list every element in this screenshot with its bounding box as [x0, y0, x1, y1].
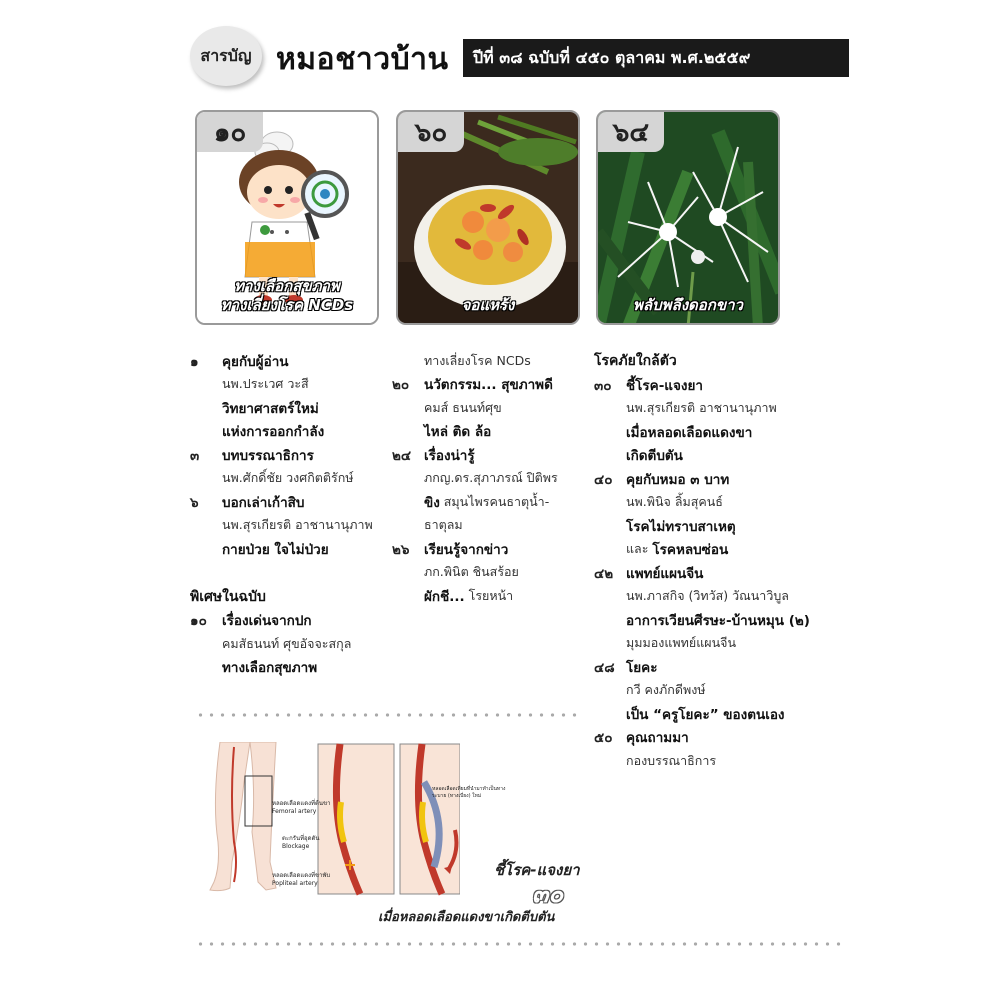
toc-author: กองบรรณาธิการ — [626, 752, 717, 768]
diagram-label-text: ตะกรันที่อุดตัน — [282, 835, 320, 842]
card-page-number: ๖๐ — [398, 112, 464, 152]
toc-continued: ทางเลี่ยงโรค NCDs — [424, 352, 531, 368]
toc-subtitle: วิทยาศาสตร์ใหม่ — [222, 400, 319, 417]
toc-page-number: ๕๐ — [594, 730, 613, 747]
toc-title: คุณถามมา — [626, 730, 689, 747]
toc-entry[interactable] — [594, 561, 854, 655]
toc-author: นพ.สุรเกียรติ อาชานานุภาพ — [626, 400, 777, 416]
toc-subtitle: กายป่วย ใจไม่ป่วย — [222, 541, 329, 558]
toc-title: ชี้โรค-แจงยา — [626, 377, 703, 394]
toc-page-number: ๑ — [190, 353, 199, 370]
card-caption — [197, 277, 377, 315]
diagram-label-blockage — [282, 835, 320, 851]
feature-card-jorraeng[interactable] — [396, 110, 580, 325]
toc-entry[interactable] — [594, 467, 854, 561]
toc-title: นวัตกรรม... สุขภาพดี — [424, 377, 553, 394]
toc-author: นพ.ภาสกิจ (วิทวัส) วัณนาวิบูล — [626, 588, 789, 604]
card-caption-line1: ทางเลือกสุขภาพ — [234, 277, 340, 295]
toc-subtitle: เป็น “ครูโยคะ” ของตนเอง — [626, 706, 785, 723]
toc-subtitle: ไหล่ ติด ล้อ — [424, 424, 492, 441]
toc-entry[interactable] — [392, 537, 592, 608]
toc-title: คุยกับผู้อ่าน — [222, 353, 289, 370]
feature-card-health-choice[interactable] — [195, 110, 379, 325]
toc-subtitle: แห่งการออกกำลัง — [222, 424, 325, 441]
toc-author: คมส์ ธนนท์ศุข — [424, 399, 502, 415]
toc-entry[interactable] — [392, 443, 592, 537]
toc-subtitle: ทางเลือกสุขภาพ — [222, 660, 318, 677]
toc-subtitle-rest: โรยหน้า — [464, 587, 514, 603]
dotted-divider — [195, 713, 580, 717]
toc-page-number: ๒๖ — [392, 541, 410, 558]
toc-author: นพ.พินิจ ลิ้มสุคนธ์ — [626, 494, 723, 510]
toc-page-number: ๑๐ — [190, 613, 207, 630]
feature-card-spider-lily[interactable] — [596, 110, 780, 325]
toc-column-1 — [190, 349, 400, 679]
toc-subtitle: เมื่อหลอดเลือดแดงขา — [626, 424, 753, 441]
toc-column-3 — [594, 349, 854, 773]
toc-entry[interactable] — [190, 609, 400, 680]
card-caption-line1: จอแหร้ง — [461, 296, 515, 314]
toc-title: เรื่องเด่นจากปก — [222, 613, 312, 630]
toc-entry[interactable] — [594, 655, 854, 726]
toc-section-heading: พิเศษในฉบับ — [190, 588, 266, 605]
toc-title: บทบรรณาธิการ — [222, 447, 314, 464]
toc-title: คุยกับหมอ ๓ บาท — [626, 471, 730, 488]
toc-title: เรื่องน่ารู้ — [424, 447, 475, 464]
card-caption — [398, 296, 578, 315]
diagram-label-text: หลอดเลือดแดงที่ต้นขา — [272, 800, 331, 807]
feature-column-name: ชี้โรค-แจงยา — [494, 861, 580, 879]
toc-page-number: ๒๔ — [392, 447, 412, 464]
toc-entry[interactable] — [392, 373, 592, 444]
feature-headline[interactable]: เมื่อหลอดเลือดแดงขาเกิดตีบตัน — [378, 910, 555, 925]
toc-page-number: ๔๒ — [594, 565, 614, 582]
card-page-number: ๑๐ — [197, 112, 263, 152]
card-caption-line2: ทางเลี่ยงโรค NCDs — [220, 296, 354, 314]
toc-title: บอกเล่าเก้าสิบ — [222, 494, 305, 511]
card-caption-line1: พลับพลึงดอกขาว — [633, 296, 743, 314]
toc-entry[interactable] — [190, 349, 400, 443]
issue-info: ปีที่ ๓๘ ฉบับที่ ๔๕๐ ตุลาคม พ.ศ.๒๕๕๙ — [473, 47, 751, 67]
toc-subtitle: ธาตุลม — [424, 517, 463, 533]
toc-entry[interactable] — [190, 443, 400, 490]
dotted-divider — [195, 942, 845, 946]
toc-author: ภก.พินิต ชินสร้อย — [424, 564, 519, 580]
toc-title: แพทย์แผนจีน — [626, 565, 704, 582]
toc-page-number: ๓๐ — [594, 377, 612, 394]
toc-subtitle: โรคไม่ทราบสาเหตุ — [626, 518, 736, 535]
toc-entry[interactable] — [594, 726, 854, 773]
toc-author: กวี คงภักดีพงษ์ — [626, 682, 706, 698]
toc-section-heading: โรคภัยใกล้ตัว — [594, 353, 677, 369]
diagram-label-text: Femoral artery — [272, 808, 317, 815]
toc-page-number: ๔๘ — [594, 659, 615, 676]
toc-author: นพ.ศักดิ์ชัย วงศกิตติรักษ์ — [222, 470, 354, 486]
diagram-label-text: Blockage — [282, 843, 310, 850]
toc-title: โยคะ — [626, 659, 658, 676]
toc-page-number: ๒๐ — [392, 377, 410, 394]
toc-page-number: ๓ — [190, 447, 200, 464]
feature-page-number: ๓๐ — [532, 880, 564, 908]
toc-subtitle: มุมมองแพทย์แผนจีน — [626, 635, 736, 651]
magazine-title: หมอชาวบ้าน — [276, 42, 449, 77]
toc-entry[interactable] — [190, 490, 400, 561]
toc-subtitle-plain: และ — [626, 541, 653, 557]
toc-subtitle: เกิดตีบตัน — [626, 448, 683, 465]
toc-entry[interactable] — [594, 373, 854, 467]
diagram-label-text: Popliteal artery — [272, 880, 318, 887]
toc-subtitle: อาการเวียนศีรษะ-บ้านหมุน (๒) — [626, 612, 810, 629]
toc-page-number: ๖ — [190, 494, 199, 511]
toc-author: ภกญ.ดร.สุภาภรณ์ ปิติพร — [424, 470, 558, 486]
diagram-label-femoral — [272, 800, 330, 816]
toc-author: นพ.ประเวศ วะสี — [222, 376, 309, 392]
toc-title: เรียนรู้จากข่าว — [424, 541, 509, 558]
card-page-number: ๖๔ — [598, 112, 664, 152]
toc-author: นพ.สุรเกียรติ อาชานานุภาพ — [222, 517, 373, 533]
toc-subtitle-bold: ขิง — [424, 494, 440, 511]
toc-subtitle-bold: โรคหลบซ่อน — [652, 542, 729, 559]
diagram-label-text: หลอดเลือดแดงที่ขาพับ — [272, 872, 331, 879]
toc-author: คมสัธนนท์ ศุขอัจจะสกุล — [222, 635, 352, 651]
toc-column-2 — [392, 349, 592, 608]
issue-info-bar — [463, 39, 849, 77]
toc-subtitle-bold: ผักชี... — [424, 588, 465, 605]
toc-page-number: ๔๐ — [594, 471, 613, 488]
card-caption — [598, 296, 778, 315]
toc-subtitle-rest: สมุนไพรคนธาตุน้ำ- — [439, 493, 550, 509]
diagram-label-bypass: หลอดเลือดเทียมที่นำมาทำเป็นทางระบาย (ทางเบี่ยง) ใหม่ — [432, 786, 506, 799]
section-badge: สารบัญ — [190, 26, 262, 86]
diagram-label-popliteal — [272, 872, 330, 888]
